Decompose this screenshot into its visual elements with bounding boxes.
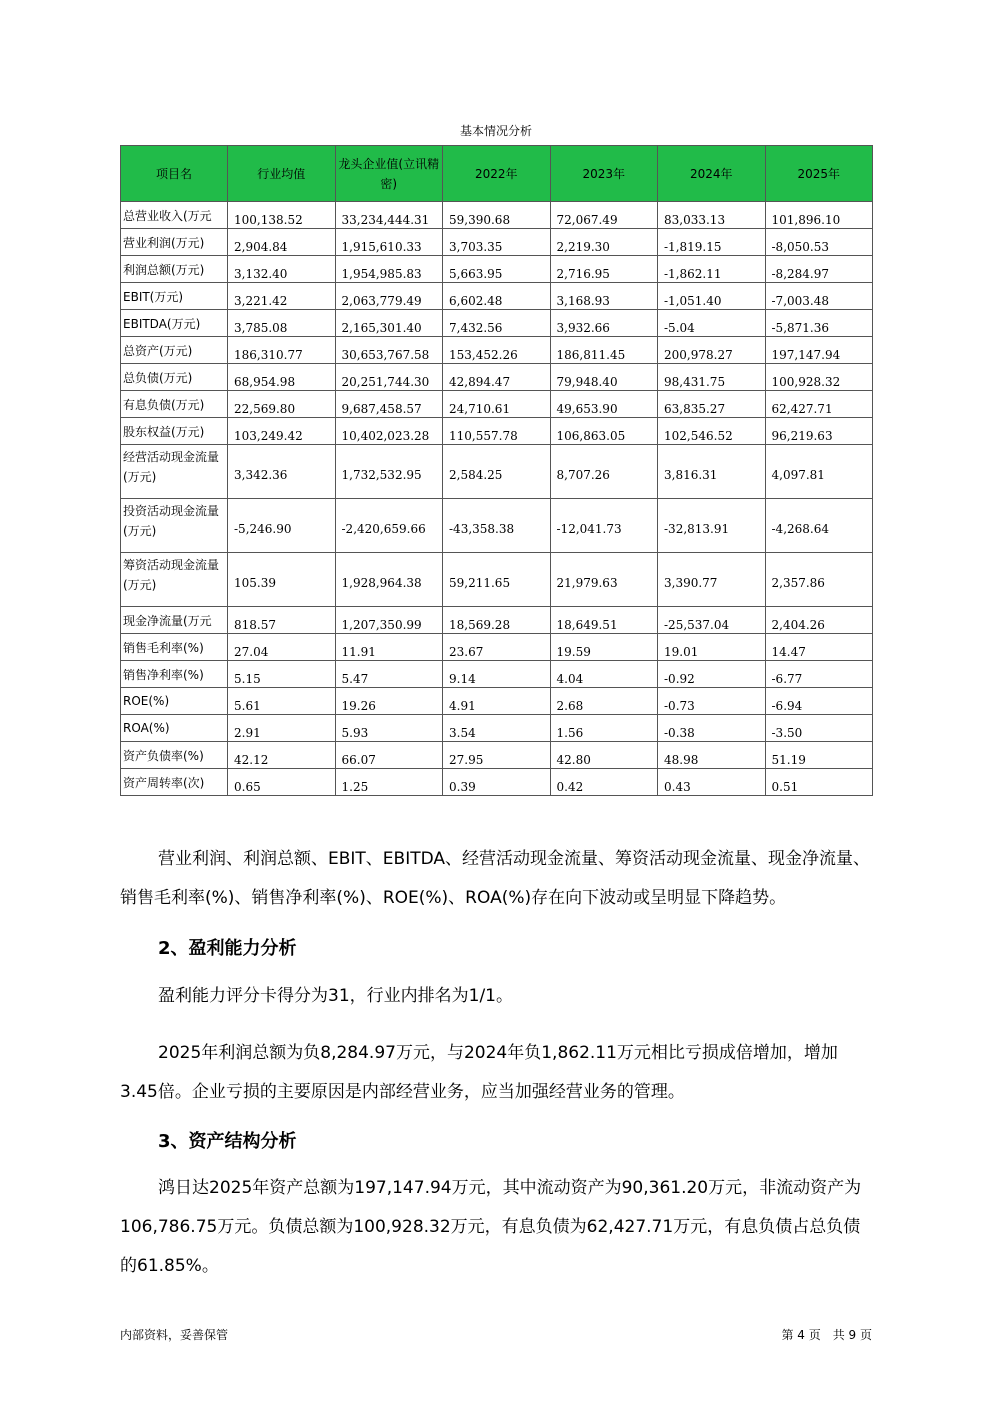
table-cell: 19.26 (335, 688, 443, 715)
table-cell: 4.91 (443, 688, 551, 715)
table-cell: 21,979.63 (550, 553, 658, 607)
table-row (121, 391, 873, 418)
table-cell: 5.47 (335, 661, 443, 688)
table-cell: 3,932.66 (550, 310, 658, 337)
table-cell: 48.98 (658, 742, 766, 769)
table-cell: 2.91 (228, 715, 336, 742)
table-cell: 101,896.10 (765, 202, 873, 229)
table-cell: 102,546.52 (658, 418, 766, 445)
row-label: 总资产(万元) (121, 337, 228, 364)
table-cell: 51.19 (765, 742, 873, 769)
table-row (121, 769, 873, 796)
table-cell: 59,390.68 (443, 202, 551, 229)
table-cell: -2,420,659.66 (335, 499, 443, 553)
table-cell: 96,219.63 (765, 418, 873, 445)
header-2023: 2023年 (550, 146, 658, 202)
row-label: 总负债(万元) (121, 364, 228, 391)
table-cell: 20,251,744.30 (335, 364, 443, 391)
row-label: 销售毛利率(%) (121, 634, 228, 661)
table-cell: 200,978.27 (658, 337, 766, 364)
table-cell: 3,168.93 (550, 283, 658, 310)
table-cell: 2,716.95 (550, 256, 658, 283)
table-cell: 0.39 (443, 769, 551, 796)
table-row (121, 661, 873, 688)
table-cell: 19.59 (550, 634, 658, 661)
table-cell: 1,915,610.33 (335, 229, 443, 256)
table-cell: 3,342.36 (228, 445, 336, 499)
table-cell: 110,557.78 (443, 418, 551, 445)
trend-text: 营业利润、利润总额、EBIT、EBITDA、经营活动现金流量、筹资活动现金流量、现金净流量、销售毛利率(%)、销售净利率(%)、ROE(%)、ROA(%)存在向下波动或呈明显下降趋势。 (120, 849, 871, 908)
table-row (121, 688, 873, 715)
table-cell: 5.61 (228, 688, 336, 715)
table-cell: 63,835.27 (658, 391, 766, 418)
table-cell: 42.80 (550, 742, 658, 769)
loss-text: 2025年利润总额为负8,284.97万元，与2024年负1,862.11万元相比亏损成倍增加，增加3.45倍。企业亏损的主要原因是内部经营业务，应当加强经营业务的管理。 (120, 1043, 838, 1102)
table-cell: 0.42 (550, 769, 658, 796)
table-cell: 1,928,964.38 (335, 553, 443, 607)
table-row (121, 742, 873, 769)
table-cell: -43,358.38 (443, 499, 551, 553)
score-paragraph (120, 977, 872, 1016)
table-cell: 24,710.61 (443, 391, 551, 418)
table-cell: 42.12 (228, 742, 336, 769)
table-row (121, 418, 873, 445)
table-cell: 9,687,458.57 (335, 391, 443, 418)
table-cell: 14.47 (765, 634, 873, 661)
table-cell: -6.77 (765, 661, 873, 688)
table-cell: 105.39 (228, 553, 336, 607)
table-cell: 197,147.94 (765, 337, 873, 364)
table-row (121, 337, 873, 364)
table-cell: 18,569.28 (443, 607, 551, 634)
row-label: ROE(%) (121, 688, 228, 715)
table-cell: 23.67 (443, 634, 551, 661)
table-cell: 2.68 (550, 688, 658, 715)
header-2022: 2022年 (443, 146, 551, 202)
table-row (121, 499, 873, 553)
row-label: EBIT(万元) (121, 283, 228, 310)
table-cell: 66.07 (335, 742, 443, 769)
table-row (121, 445, 873, 499)
table-cell: -32,813.91 (658, 499, 766, 553)
row-label: 营业利润(万元) (121, 229, 228, 256)
row-label: 有息负债(万元) (121, 391, 228, 418)
table-row (121, 283, 873, 310)
table-cell: 153,452.26 (443, 337, 551, 364)
row-label: 股东权益(万元) (121, 418, 228, 445)
table-cell: 3,221.42 (228, 283, 336, 310)
table-cell: -8,284.97 (765, 256, 873, 283)
table-cell: 27.95 (443, 742, 551, 769)
table-cell: 59,211.65 (443, 553, 551, 607)
table-cell: -0.38 (658, 715, 766, 742)
header-2025: 2025年 (765, 146, 873, 202)
table-body (121, 202, 873, 796)
table-row (121, 553, 873, 607)
row-label: 现金净流量(万元 (121, 607, 228, 634)
table-cell: 30,653,767.58 (335, 337, 443, 364)
row-label: 利润总额(万元) (121, 256, 228, 283)
table-cell: 72,067.49 (550, 202, 658, 229)
table-row (121, 634, 873, 661)
table-row (121, 364, 873, 391)
header-leader-value: 龙头企业值(立讯精密) (335, 146, 443, 202)
table-cell: 0.43 (658, 769, 766, 796)
table-cell: 0.65 (228, 769, 336, 796)
table-cell: 1,954,985.83 (335, 256, 443, 283)
table-cell: 3,390.77 (658, 553, 766, 607)
table-cell: 2,404.26 (765, 607, 873, 634)
table-cell: 0.51 (765, 769, 873, 796)
table-cell: 2,904.84 (228, 229, 336, 256)
table-cell: 4.04 (550, 661, 658, 688)
table-cell: -7,003.48 (765, 283, 873, 310)
section-heading-profitability: 2、盈利能力分析 (158, 938, 297, 959)
footer-page-number: 第 4 页 共 9 页 (781, 1328, 872, 1342)
table-cell: -5.04 (658, 310, 766, 337)
table-cell: 18,649.51 (550, 607, 658, 634)
table-row (121, 256, 873, 283)
table-cell: 42,894.47 (443, 364, 551, 391)
table-cell: -4,268.64 (765, 499, 873, 553)
row-label: EBITDA(万元) (121, 310, 228, 337)
table-cell: 98,431.75 (658, 364, 766, 391)
row-label: 资产负债率(%) (121, 742, 228, 769)
score-text: 盈利能力评分卡得分为31，行业内排名为1/1。 (158, 986, 513, 1006)
table-cell: -1,819.15 (658, 229, 766, 256)
table-cell: 100,138.52 (228, 202, 336, 229)
table-cell: 10,402,023.28 (335, 418, 443, 445)
table-cell: -6.94 (765, 688, 873, 715)
table-cell: -1,051.40 (658, 283, 766, 310)
table-cell: -0.92 (658, 661, 766, 688)
table-cell: 83,033.13 (658, 202, 766, 229)
table-cell: 2,165,301.40 (335, 310, 443, 337)
table-row (121, 229, 873, 256)
table-cell: -5,871.36 (765, 310, 873, 337)
row-label: 投资活动现金流量(万元) (121, 499, 228, 553)
table-row (121, 607, 873, 634)
table-cell: -8,050.53 (765, 229, 873, 256)
table-caption: 基本情况分析 (459, 124, 532, 138)
table-cell: -3.50 (765, 715, 873, 742)
row-label: 销售净利率(%) (121, 661, 228, 688)
footer-confidential-note: 内部资料，妥善保管 (120, 1328, 229, 1342)
table-cell: -0.73 (658, 688, 766, 715)
table-cell: 818.57 (228, 607, 336, 634)
table-cell: 11.91 (335, 634, 443, 661)
header-item-name: 项目名 (121, 146, 228, 202)
table-cell: 1,207,350.99 (335, 607, 443, 634)
table-cell: 22,569.80 (228, 391, 336, 418)
table-cell: 8,707.26 (550, 445, 658, 499)
table-cell: 62,427.71 (765, 391, 873, 418)
table-cell: 186,811.45 (550, 337, 658, 364)
table-cell: -5,246.90 (228, 499, 336, 553)
table-cell: 1.56 (550, 715, 658, 742)
section-heading-asset-structure: 3、资产结构分析 (158, 1131, 297, 1152)
table-cell: 2,584.25 (443, 445, 551, 499)
table-header-row (121, 146, 873, 202)
trend-paragraph (120, 840, 872, 918)
table-cell: 68,954.98 (228, 364, 336, 391)
table-cell: 103,249.42 (228, 418, 336, 445)
table-cell: 106,863.05 (550, 418, 658, 445)
row-label: 总营业收入(万元 (121, 202, 228, 229)
table-cell: 2,357.86 (765, 553, 873, 607)
table-cell: 79,948.40 (550, 364, 658, 391)
table-cell: 5.93 (335, 715, 443, 742)
table-cell: 186,310.77 (228, 337, 336, 364)
header-2024: 2024年 (658, 146, 766, 202)
table-row (121, 310, 873, 337)
table-cell: 33,234,444.31 (335, 202, 443, 229)
row-label: ROA(%) (121, 715, 228, 742)
header-industry-average: 行业均值 (228, 146, 336, 202)
table-cell: -25,537.04 (658, 607, 766, 634)
table-row (121, 715, 873, 742)
row-label: 筹资活动现金流量(万元) (121, 553, 228, 607)
row-label: 经营活动现金流量(万元) (121, 445, 228, 499)
table-cell: 4,097.81 (765, 445, 873, 499)
table-cell: 100,928.32 (765, 364, 873, 391)
table-cell: 3,703.35 (443, 229, 551, 256)
table-cell: 6,602.48 (443, 283, 551, 310)
table-cell: -1,862.11 (658, 256, 766, 283)
table-cell: 9.14 (443, 661, 551, 688)
table-cell: 19.01 (658, 634, 766, 661)
table-cell: 1.25 (335, 769, 443, 796)
table-cell: 5.15 (228, 661, 336, 688)
table-cell: 3,816.31 (658, 445, 766, 499)
table-cell: 7,432.56 (443, 310, 551, 337)
table-cell: 5,663.95 (443, 256, 551, 283)
asset-paragraph (120, 1169, 872, 1286)
asset-text: 鸿日达2025年资产总额为197,147.94万元，其中流动资产为90,361.20万元，非流动资产为106,786.75万元。负债总额为100,928.32万元，有息负债为62,427.71万元，有息负债占总负债的61.85%。 (120, 1178, 862, 1276)
table-cell: 2,063,779.49 (335, 283, 443, 310)
basic-analysis-table (120, 145, 873, 796)
table-cell: 3,132.40 (228, 256, 336, 283)
table-cell: 27.04 (228, 634, 336, 661)
table-cell: 1,732,532.95 (335, 445, 443, 499)
table-cell: -12,041.73 (550, 499, 658, 553)
table-cell: 3,785.08 (228, 310, 336, 337)
table-cell: 2,219.30 (550, 229, 658, 256)
table-cell: 3.54 (443, 715, 551, 742)
row-label: 资产周转率(次) (121, 769, 228, 796)
loss-paragraph (120, 1034, 872, 1112)
table-row (121, 202, 873, 229)
table-cell: 49,653.90 (550, 391, 658, 418)
